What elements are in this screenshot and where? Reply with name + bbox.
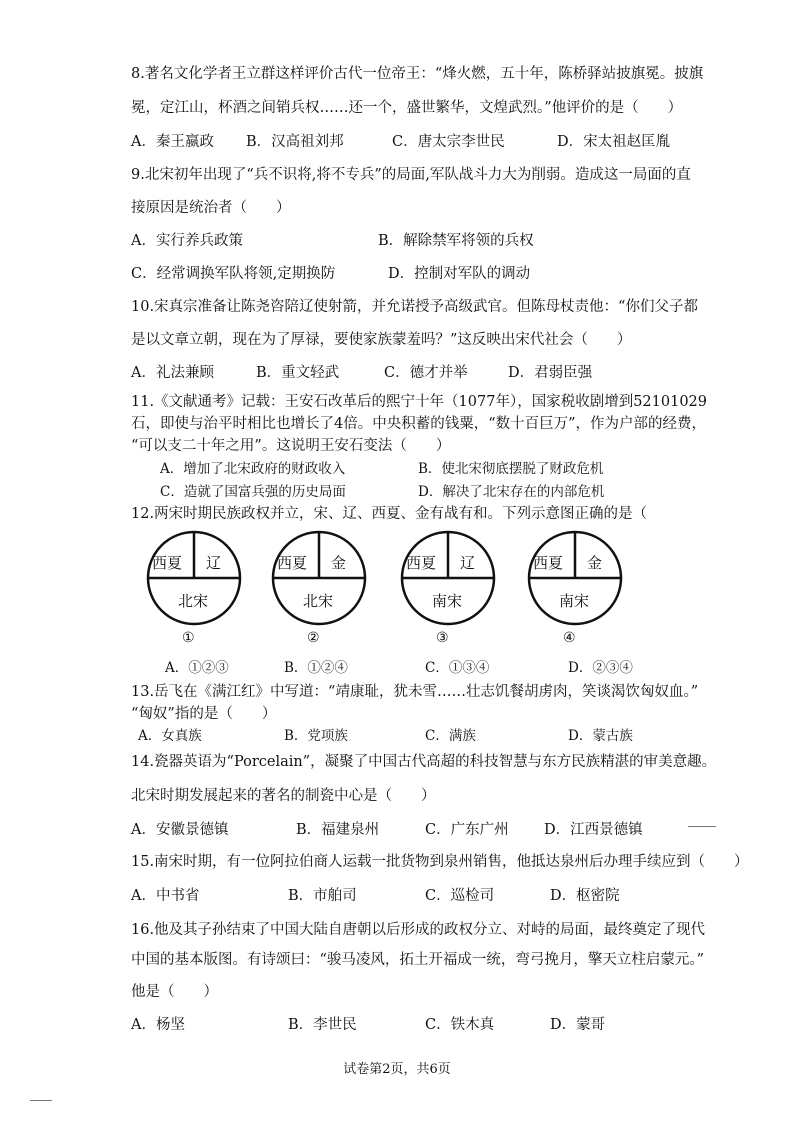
q11-option-c: C．造就了国富兵强的历史局面	[160, 484, 346, 500]
q13-stem-line2: “匈奴”指的是（ ）	[131, 706, 277, 722]
q10-option-c: C．德才并举	[384, 365, 468, 381]
diagram-4-top-left: 西夏	[533, 554, 564, 572]
q8-option-a: A．秦王嬴政	[131, 134, 214, 150]
q10-option-b: B．重文轻武	[256, 365, 340, 381]
q12-option-d: D．②③④	[568, 660, 633, 676]
q16-option-d: D．蒙哥	[550, 1017, 606, 1033]
q15-option-b: B．市舶司	[288, 888, 357, 904]
q16-option-a: A．杨坚	[131, 1017, 185, 1033]
q14-stem-line1: 14.瓷器英语为“Porcelain”，凝聚了中国古代高超的科技智慧与东方民族精湛的审美意趣。	[131, 754, 717, 770]
circle-diagram-1	[146, 530, 242, 626]
diagram-1-top-right: 辽	[206, 554, 222, 572]
diagram-2-top-right: 金	[331, 554, 347, 572]
q12-diagram-2	[271, 530, 367, 646]
diagram-2-number: ②	[307, 630, 320, 646]
diagram-2-top-left: 西夏	[277, 554, 308, 572]
diagram-2-bottom: 北宋	[303, 592, 334, 610]
q16-option-c: C．铁木真	[425, 1017, 495, 1033]
diagram-3-top-right: 辽	[460, 554, 476, 572]
circle-diagram-3	[400, 530, 496, 626]
q13-option-a: A．女真族	[138, 728, 202, 744]
q14-option-a: A．安徽景德镇	[131, 822, 229, 838]
diagram-3-top-left: 西夏	[406, 554, 437, 572]
q10-stem-line2: 是以文章立朝，现在为了厚禄，要使家族蒙羞吗？”这反映出宋代社会（ ）	[131, 332, 632, 348]
q15-stem-line1: 15.南宋时期，有一位阿拉伯商人运载一批货物到泉州销售，他抵达泉州后办理手续应到（ ）	[131, 854, 749, 870]
q11-option-d: D．解决了北宋存在的内部危机	[418, 484, 605, 500]
diagram-1-number: ①	[182, 630, 195, 646]
q15-option-c: C．巡检司	[425, 888, 495, 904]
q11-stem-line1: 11.《文献通考》记载：王安石改革后的熙宁十年（1077年），国家税收剧增到52101029	[131, 394, 708, 410]
q16-stem-line2: 中国的基本版图。有诗颂曰：“骏马凌风，拓土开福成一统，弯弓挽月，擎天立柱启蒙元。”	[131, 952, 705, 968]
diagram-4-bottom: 南宋	[559, 592, 590, 610]
q12-option-a: A．①②③	[165, 660, 229, 676]
q9-option-a: A．实行养兵政策	[131, 233, 243, 249]
q12-stem-line1: 12.两宋时期民族政权并立，宋、辽、西夏、金有战有和。下列示意图正确的是（	[131, 506, 648, 522]
q8-option-b: B．汉高祖刘邦	[246, 134, 344, 150]
q11-stem-line3: “可以支二十年之用”。这说明王安石变法（ ）	[131, 438, 451, 454]
q9-option-d: D．控制对军队的调动	[388, 266, 531, 282]
scan-edge-mark	[30, 1100, 52, 1101]
q14-option-c: C．广东广州	[425, 822, 509, 838]
q11-option-a: A．增加了北宋政府的财政收入	[160, 461, 346, 477]
diagram-4-number: ④	[563, 630, 576, 646]
q16-stem-line3: 他是（ ）	[131, 984, 218, 1000]
q16-option-b: B．李世民	[288, 1017, 357, 1033]
q11-option-b: B．使北宋彻底摆脱了财政危机	[418, 461, 604, 477]
diagram-3-number: ③	[436, 630, 449, 646]
q10-option-a: A．礼法兼顾	[131, 365, 214, 381]
circle-diagram-4	[527, 530, 623, 626]
q9-option-c: C．经常调换军队将领,定期换防	[131, 266, 336, 282]
q16-stem-line1: 16.他及其子孙结束了中国大陆自唐朝以后形成的政权分立、对峙的局面，最终奠定了现代	[131, 922, 706, 938]
q15-option-d: D．枢密院	[550, 888, 620, 904]
q8-option-c: C．唐太宗李世民	[392, 134, 505, 150]
q9-stem-line1: 9.北宋初年出现了“兵不识将,将不专兵”的局面,军队战斗力大为削弱。造成这一局面的直	[131, 167, 691, 183]
q13-option-d: D．蒙古族	[568, 728, 633, 744]
q12-diagram-4	[527, 530, 623, 646]
q12-diagram-3	[400, 530, 496, 646]
q14-stem-line2: 北宋时期发展起来的著名的制瓷中心是（ ）	[131, 788, 436, 804]
q10-stem-line1: 10.宋真宗准备让陈尧咨陪辽使射箭，并允诺授予高级武官。但陈母杖责他：“你们父子都	[131, 299, 698, 315]
q12-diagram-1	[146, 530, 242, 646]
q15-option-a: A．中书省	[131, 888, 200, 904]
diagram-1-bottom: 北宋	[178, 592, 209, 610]
q8-stem-line1: 8.著名文化学者王立群这样评价古代一位帝王：“烽火燃，五十年，陈桥驿站披旗冕。披旗	[131, 66, 704, 82]
q14-option-b: B．福建泉州	[296, 822, 380, 838]
q13-option-c: C．满族	[425, 728, 476, 744]
diagram-3-bottom: 南宋	[432, 592, 463, 610]
diagram-1-top-left: 西夏	[152, 554, 183, 572]
diagram-4-top-right: 金	[587, 554, 603, 572]
scan-dash-mark	[688, 826, 716, 827]
q13-option-b: B．党项族	[284, 728, 348, 744]
q9-stem-line2: 接原因是统治者（ ）	[131, 200, 291, 216]
circle-diagram-2	[271, 530, 367, 626]
q13-stem-line1: 13.岳飞在《满江红》中写道：“靖康耻，犹未雪……壮志饥餐胡虏肉，笑谈渴饮匈奴血。”	[131, 684, 699, 700]
q12-option-b: B．①②④	[284, 660, 348, 676]
q10-option-d: D．君弱臣强	[508, 365, 593, 381]
q12-option-c: C．①③④	[425, 660, 490, 676]
q11-stem-line2: 石，即使与治平时相比也增长了4倍。中央积蓄的钱粟，“数十百巨万”，作为户部的经费，	[131, 416, 707, 432]
q8-stem-line2: 冕，定江山，杯酒之间销兵权……还一个，盛世繁华，文煌武烈。”他评价的是（ ）	[131, 100, 683, 116]
q9-option-b: B．解除禁军将领的兵权	[378, 233, 534, 249]
q14-option-d: D．江西景德镇	[544, 822, 643, 838]
page-footer: 试卷第2页，共6页	[343, 1062, 451, 1077]
q8-option-d: D．宋太祖赵匡胤	[557, 134, 671, 150]
